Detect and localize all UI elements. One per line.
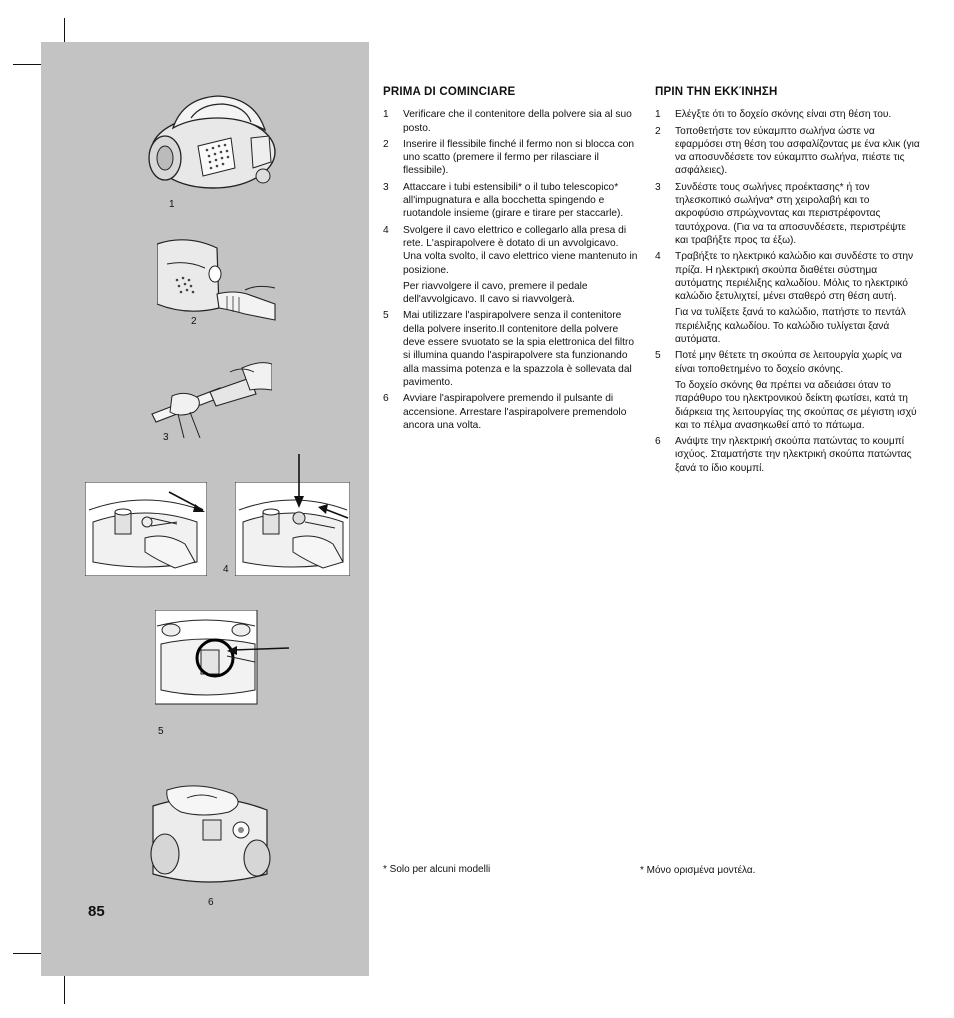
step-text: Inserire il flessibile finché il fermo non si blocca con uno scatto (premere il fermo per rilasciare il flessibile). [403,138,635,177]
step-number: 1 [655,109,661,121]
step-text: Attaccare i tubi estensibili* o il tubo telescopico* all'impugnatura e alla bocchetta spingendo e ruotandole insieme (girare e tirare per staccarle). [403,181,624,220]
italian-footnote: * Solo per alcuni modelli [383,864,491,875]
step-text: Συνδέστε τους σωλήνες προέκτασης* ή τον τηλεσκοπικό σωλήνα* στη χειρολαβή και το ακροφύσιο σπρώχνοντας και περιστρέφοντας ταυτόχρονα. (Για να τα αποσυνδέσετε, περιστρέψτε και τραβήξτε προς τα έξω). [675,181,906,246]
figure-2 [157,234,277,324]
figure-1 [143,88,283,198]
figure-1-number: 1 [169,199,175,210]
cord-plug-icon [85,482,207,576]
greek-step-6 [655,435,920,475]
press-arrow-icon [292,452,352,532]
italian-step-6 [383,392,638,432]
step-text: Verificare che il contenitore della polvere sia al suo posto. [403,109,632,134]
step-extra-text: Για να τυλίξετε ξανά το καλώδιο, πατήστε το πεντάλ περιέλιξης καλωδίου. Το καλώδιο τυλίγεται ξανά αυτόματα. [675,307,906,346]
figure-3 [150,360,272,438]
figure-6 [147,776,273,892]
step-number: 3 [383,181,389,193]
page-number: 85 [88,903,105,920]
step-text: Avviare l'aspirapolvere premendo il pulsante di accensione. Arrestare l'aspirapolvere premendolo ancora una volta. [403,393,627,431]
vacuum-cleaner-icon [143,88,283,198]
step-text: Ανάψτε την ηλεκτρική σκούπα πατώντας το κουμπί ισχύος. Σταματήστε την ηλεκτρική σκούπα πατώντας ξανά το ίδιο κουμπί. [675,436,912,474]
step-number: 6 [383,393,389,405]
figure-6-number: 6 [208,897,214,908]
power-button-icon [147,776,273,892]
step-number: 4 [655,251,661,263]
figure-4-left-panel [85,482,207,576]
step-number: 5 [383,310,389,322]
italian-step-5 [383,309,638,389]
greek-step-1 [655,108,920,121]
greek-step-4 [655,250,920,346]
step-number: 6 [655,436,661,448]
step-text: Ελέγξτε ότι το δοχείο σκόνης είναι στη θέση του. [675,109,892,121]
step-text: Τοποθετήστε τον εύκαμπτο σωλήνα ώστε να εφαρμόσει στη θέση του ασφαλίζοντας με ένα κλικ (για να αποσυνδέσετε τον εύκαμπτο σωλήνα, πιέστε τις ασφάλειες). [675,125,920,177]
hose-connection-icon [157,234,277,324]
filter-indicator-icon [155,610,290,708]
italian-step-2 [383,138,638,178]
greek-step-3 [655,181,920,247]
step-extra-text: Per riavvolgere il cavo, premere il pedale dell'avvolgicavo. Il cavo si riavvolgerà. [403,280,588,306]
figure-3-number: 3 [163,432,169,443]
step-number: 5 [655,350,661,362]
step-text: Ποτέ μην θέτετε τη σκούπα σε λειτουργία χωρίς να είναι τοποθετημένο το δοχείο σκόνης. [675,350,902,375]
figure-5 [155,610,290,708]
greek-title: ΠΡΙΝ ΤΗΝ ΕΚΚΊΝΗΣΗ [655,86,778,98]
greek-column [655,86,920,478]
greek-footnote: * Μόνο ορισμένα μοντέλα. [640,865,756,876]
figure-2-number: 2 [191,316,197,327]
step-text: Τραβήξτε το ηλεκτρικό καλώδιο και συνδέστε το στην πρίζα. Η ηλεκτρική σκούπα διαθέτει σύστημα αυτόματης περιέλιξης καλωδίου. Μόλις το ηλεκτρικό καλώδιο ξετυλιχτεί, μένει σταθερό στη θέση αυτή. [675,251,914,303]
greek-step-2 [655,125,920,178]
step-text: Svolgere il cavo elettrico e collegarlo alla presa di rete. L'aspirapolvere è dotato di un avvolgicavo. Una volta svolto, il cavo elettrico viene mantenuto in posizione. [403,224,638,276]
step-text: Mai utilizzare l'aspirapolvere senza il contenitore della polvere inserito.Il contenitore della polvere deve essere svuotato se la spia elettronica del filtro si illumina quando l'aspirapolvere sta funzionando alla massima potenza e la spazzola è sollevata dal pavimento. [403,310,635,388]
step-extra-text: Το δοχείο σκόνης θα πρέπει να αδειάσει όταν το παράθυρο του ηλεκτρονικού δείκτη φωτίσει, κατά τη διάρκεια της λειτουργίας της σκούπας σε μέγιστη ισχύ και το πέλμα ανασηκωθεί από το πάτωμα. [675,379,917,431]
step-number: 3 [655,181,661,193]
figure-5-number: 5 [158,726,164,737]
italian-step-4 [383,224,638,307]
step-number: 4 [383,224,389,236]
italian-step-1 [383,108,638,135]
italian-step-3 [383,181,638,221]
step-number: 2 [383,138,389,150]
italian-column [383,86,638,435]
greek-step-5 [655,349,920,432]
italian-title: PRIMA DI COMINCIARE [383,86,516,98]
figure-4-number: 4 [223,564,229,575]
telescopic-tube-icon [150,360,272,438]
step-number: 1 [383,109,389,121]
step-number: 2 [655,125,661,137]
